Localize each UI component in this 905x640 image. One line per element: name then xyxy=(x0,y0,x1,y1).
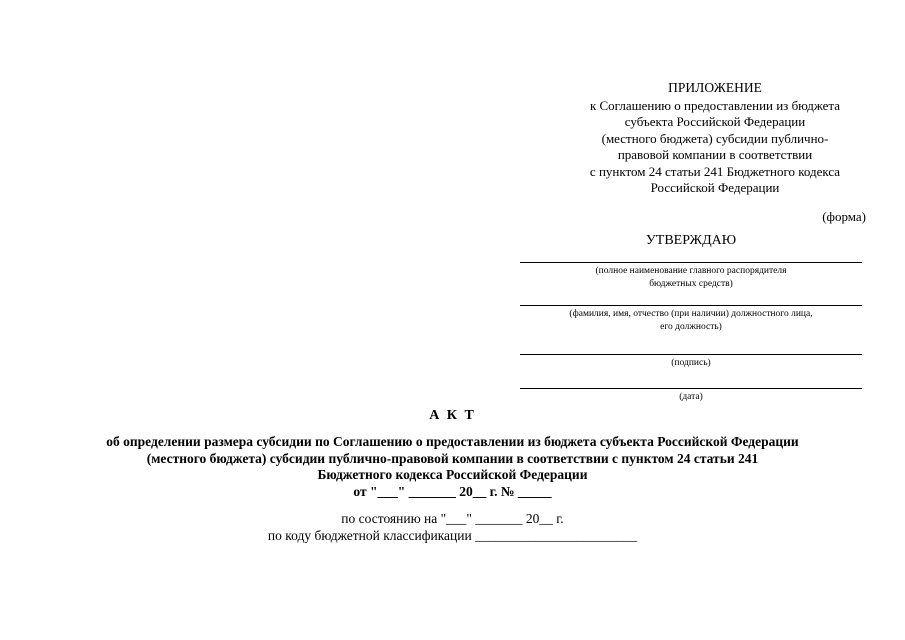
caption-line: (полное наименование главного распорядителя xyxy=(595,266,787,276)
appendix-title: ПРИЛОЖЕНИЕ xyxy=(668,80,762,95)
act-heading-line: (местного бюджета) субсидии публично-правовой компании в соответствии с пунктом 24 статьи 241 xyxy=(146,450,759,466)
caption-signature xyxy=(520,357,862,370)
act-title: А К Т xyxy=(429,408,476,423)
caption-line: (подпись) xyxy=(671,358,711,368)
signature-line-signature xyxy=(520,354,862,355)
act-heading xyxy=(40,434,865,500)
caption-date xyxy=(520,391,862,404)
signature-line-date xyxy=(520,388,862,389)
act-state-block xyxy=(0,510,905,544)
act-heading-line: Бюджетного кодекса Российской Федерации xyxy=(317,467,588,482)
signature-line-organization xyxy=(520,262,862,263)
appendix-block xyxy=(555,80,875,197)
appendix-line: (местного бюджета) субсидии публично- xyxy=(601,130,829,146)
caption-line: (фамилия, имя, отчество (при наличии) должностного лица, xyxy=(569,309,813,319)
appendix-line: Российской Федерации xyxy=(650,180,780,195)
appendix-line: субъекта Российской Федерации xyxy=(624,114,806,129)
act-heading-line: об определении размера субсидии по Соглашению о предоставлении из бюджета субъекта Российской Федерации xyxy=(106,434,799,449)
form-label: (форма) xyxy=(822,209,866,224)
signature-line-official xyxy=(520,305,862,306)
caption-line: (дата) xyxy=(679,392,703,402)
act-date-number-line: от "___" _______ 20__ г. № _____ xyxy=(353,483,552,499)
appendix-line: с пунктом 24 статьи 241 Бюджетного кодекса xyxy=(589,163,841,179)
appendix-line: правовой компании в соответствии xyxy=(617,147,813,162)
state-date-line: по состоянию на "___" _______ 20__ г. xyxy=(341,511,564,526)
budget-code-line: по коду бюджетной классификации ________________________ xyxy=(267,528,638,543)
caption-official xyxy=(520,308,862,333)
approval-heading: УТВЕРЖДАЮ xyxy=(645,233,737,248)
caption-line: бюджетных средств) xyxy=(649,278,733,289)
caption-organization xyxy=(520,265,862,290)
appendix-line: к Соглашению о предоставлении из бюджета xyxy=(589,97,841,113)
caption-line: его должность) xyxy=(660,321,722,332)
